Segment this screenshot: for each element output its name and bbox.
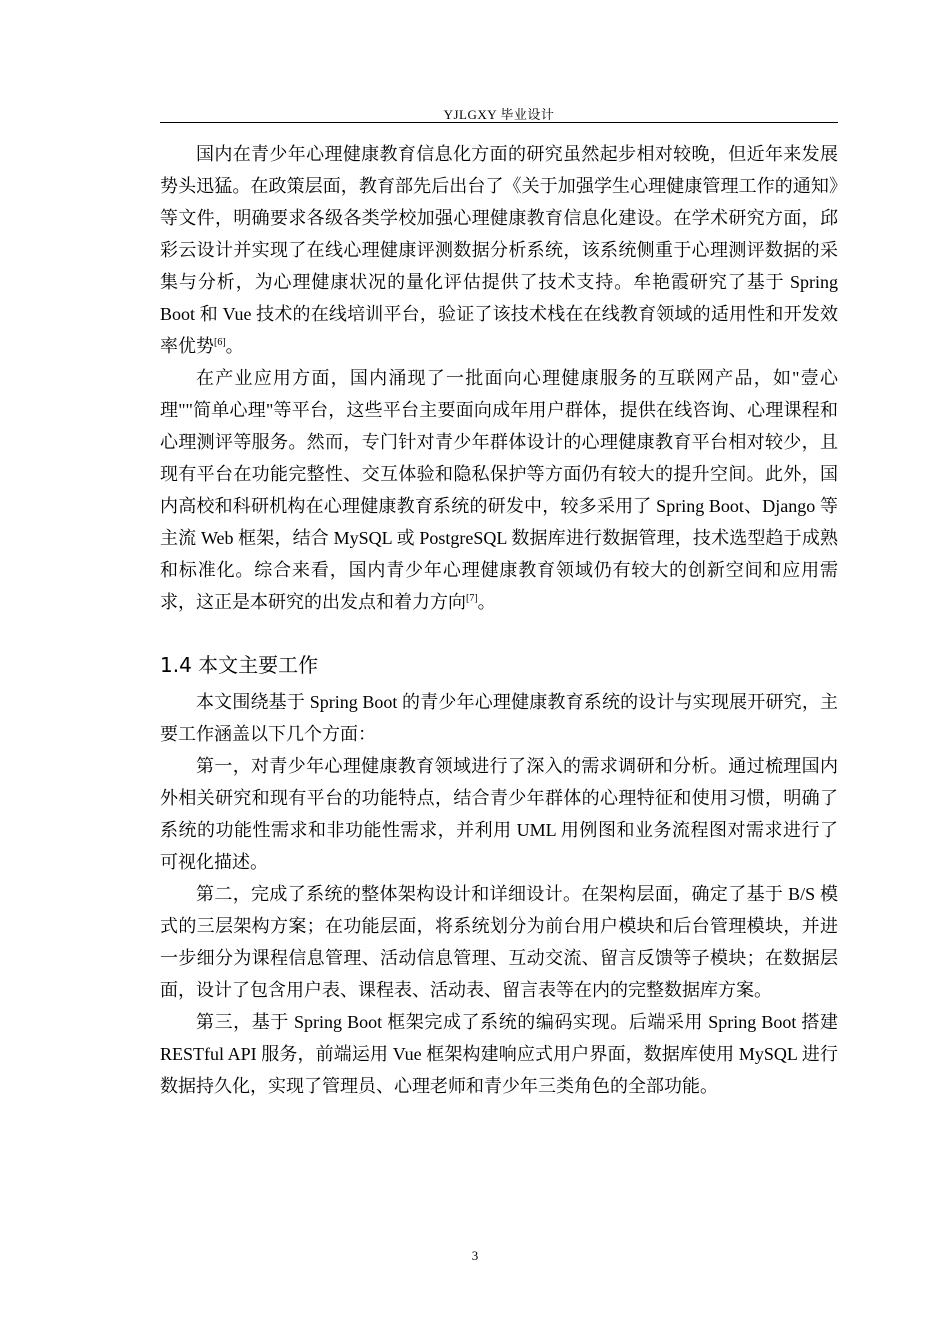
paragraph-tail: 。 [225,336,244,356]
paragraph-work-third: 第三，基于 Spring Boot 框架完成了系统的编码实现。后端采用 Spring Boot 搭建 RESTful API 服务，前端运用 Vue 框架构建响应式用户界面，数据库使用 MySQL 进行数据持久化，实现了管理员、心理老师和青少年三类角色的全部功能。 [160,1012,838,1096]
paragraph-work-first: 第一，对青少年心理健康教育领域进行了深入的需求调研和分析。通过梳理国内外相关研究和现有平台的功能特点，结合青少年群体的心理特征和使用习惯，明确了系统的功能性需求和非功能性需求，并利用 UML 用例图和业务流程图对需求进行了可视化描述。 [160,756,838,872]
page-body [160,138,838,1102]
paragraph-work-second: 第二，完成了系统的整体架构设计和详细设计。在架构层面，确定了基于 B/S 模式的三层架构方案；在功能层面，将系统划分为前台用户模块和后台管理模块，并进一步细分为课程信息管理、活动信息管理、互动交流、留言反馈等子模块；在数据层面，设计了包含用户表、课程表、活动表、留言表等在内的完整数据库方案。 [160,884,838,1000]
citation-ref: [6] [214,337,226,348]
paragraph-work-intro: 本文围绕基于 Spring Boot 的青少年心理健康教育系统的设计与实现展开研究，主要工作涵盖以下几个方面： [160,692,838,744]
paragraph-tail: 。 [477,592,496,612]
paragraph-domestic-research [160,138,838,362]
section-heading: 1.4 本文主要工作 [160,653,319,677]
header-rule [160,122,838,123]
page-header: YJLGXY 毕业设计 [443,107,555,122]
citation-ref: [7] [466,593,478,604]
paragraph-industry-application [160,362,838,618]
paragraph-text: 在产业应用方面，国内涌现了一批面向心理健康服务的互联网产品，如"壹心理""简单心理"等平台，这些平台主要面向成年用户群体，提供在线咨询、心理课程和心理测评等服务。然而，专门针对青少年群体设计的心理健康教育平台相对较少，且现有平台在功能完整性、交互体验和隐私保护等方面仍有较大的提升空间。此外，国内高校和科研机构在心理健康教育系统的研发中，较多采用了 Spring Boot、Django 等主流 Web 框架，结合 MySQL 或 PostgreSQL 数据库进行数据管理，技术选型趋于成熟和标准化。综合来看，国内青少年心理健康教育领域仍有较大的创新空间和应用需求，这正是本研究的出发点和着力方向 [160,368,838,612]
paragraph-text: 国内在青少年心理健康教育信息化方面的研究虽然起步相对较晚，但近年来发展势头迅猛。在政策层面，教育部先后出台了《关于加强学生心理健康管理工作的通知》等文件，明确要求各级各类学校加强心理健康教育信息化建设。在学术研究方面，邱彩云设计并实现了在线心理健康评测数据分析系统，该系统侧重于心理测评数据的采集与分析，为心理健康状况的量化评估提供了技术支持。牟艳霞研究了基于 Spring Boot 和 Vue 技术的在线培训平台，验证了该技术栈在在线教育领域的适用性和开发效率优势 [160,144,838,356]
page-number: 3 [471,1248,479,1263]
